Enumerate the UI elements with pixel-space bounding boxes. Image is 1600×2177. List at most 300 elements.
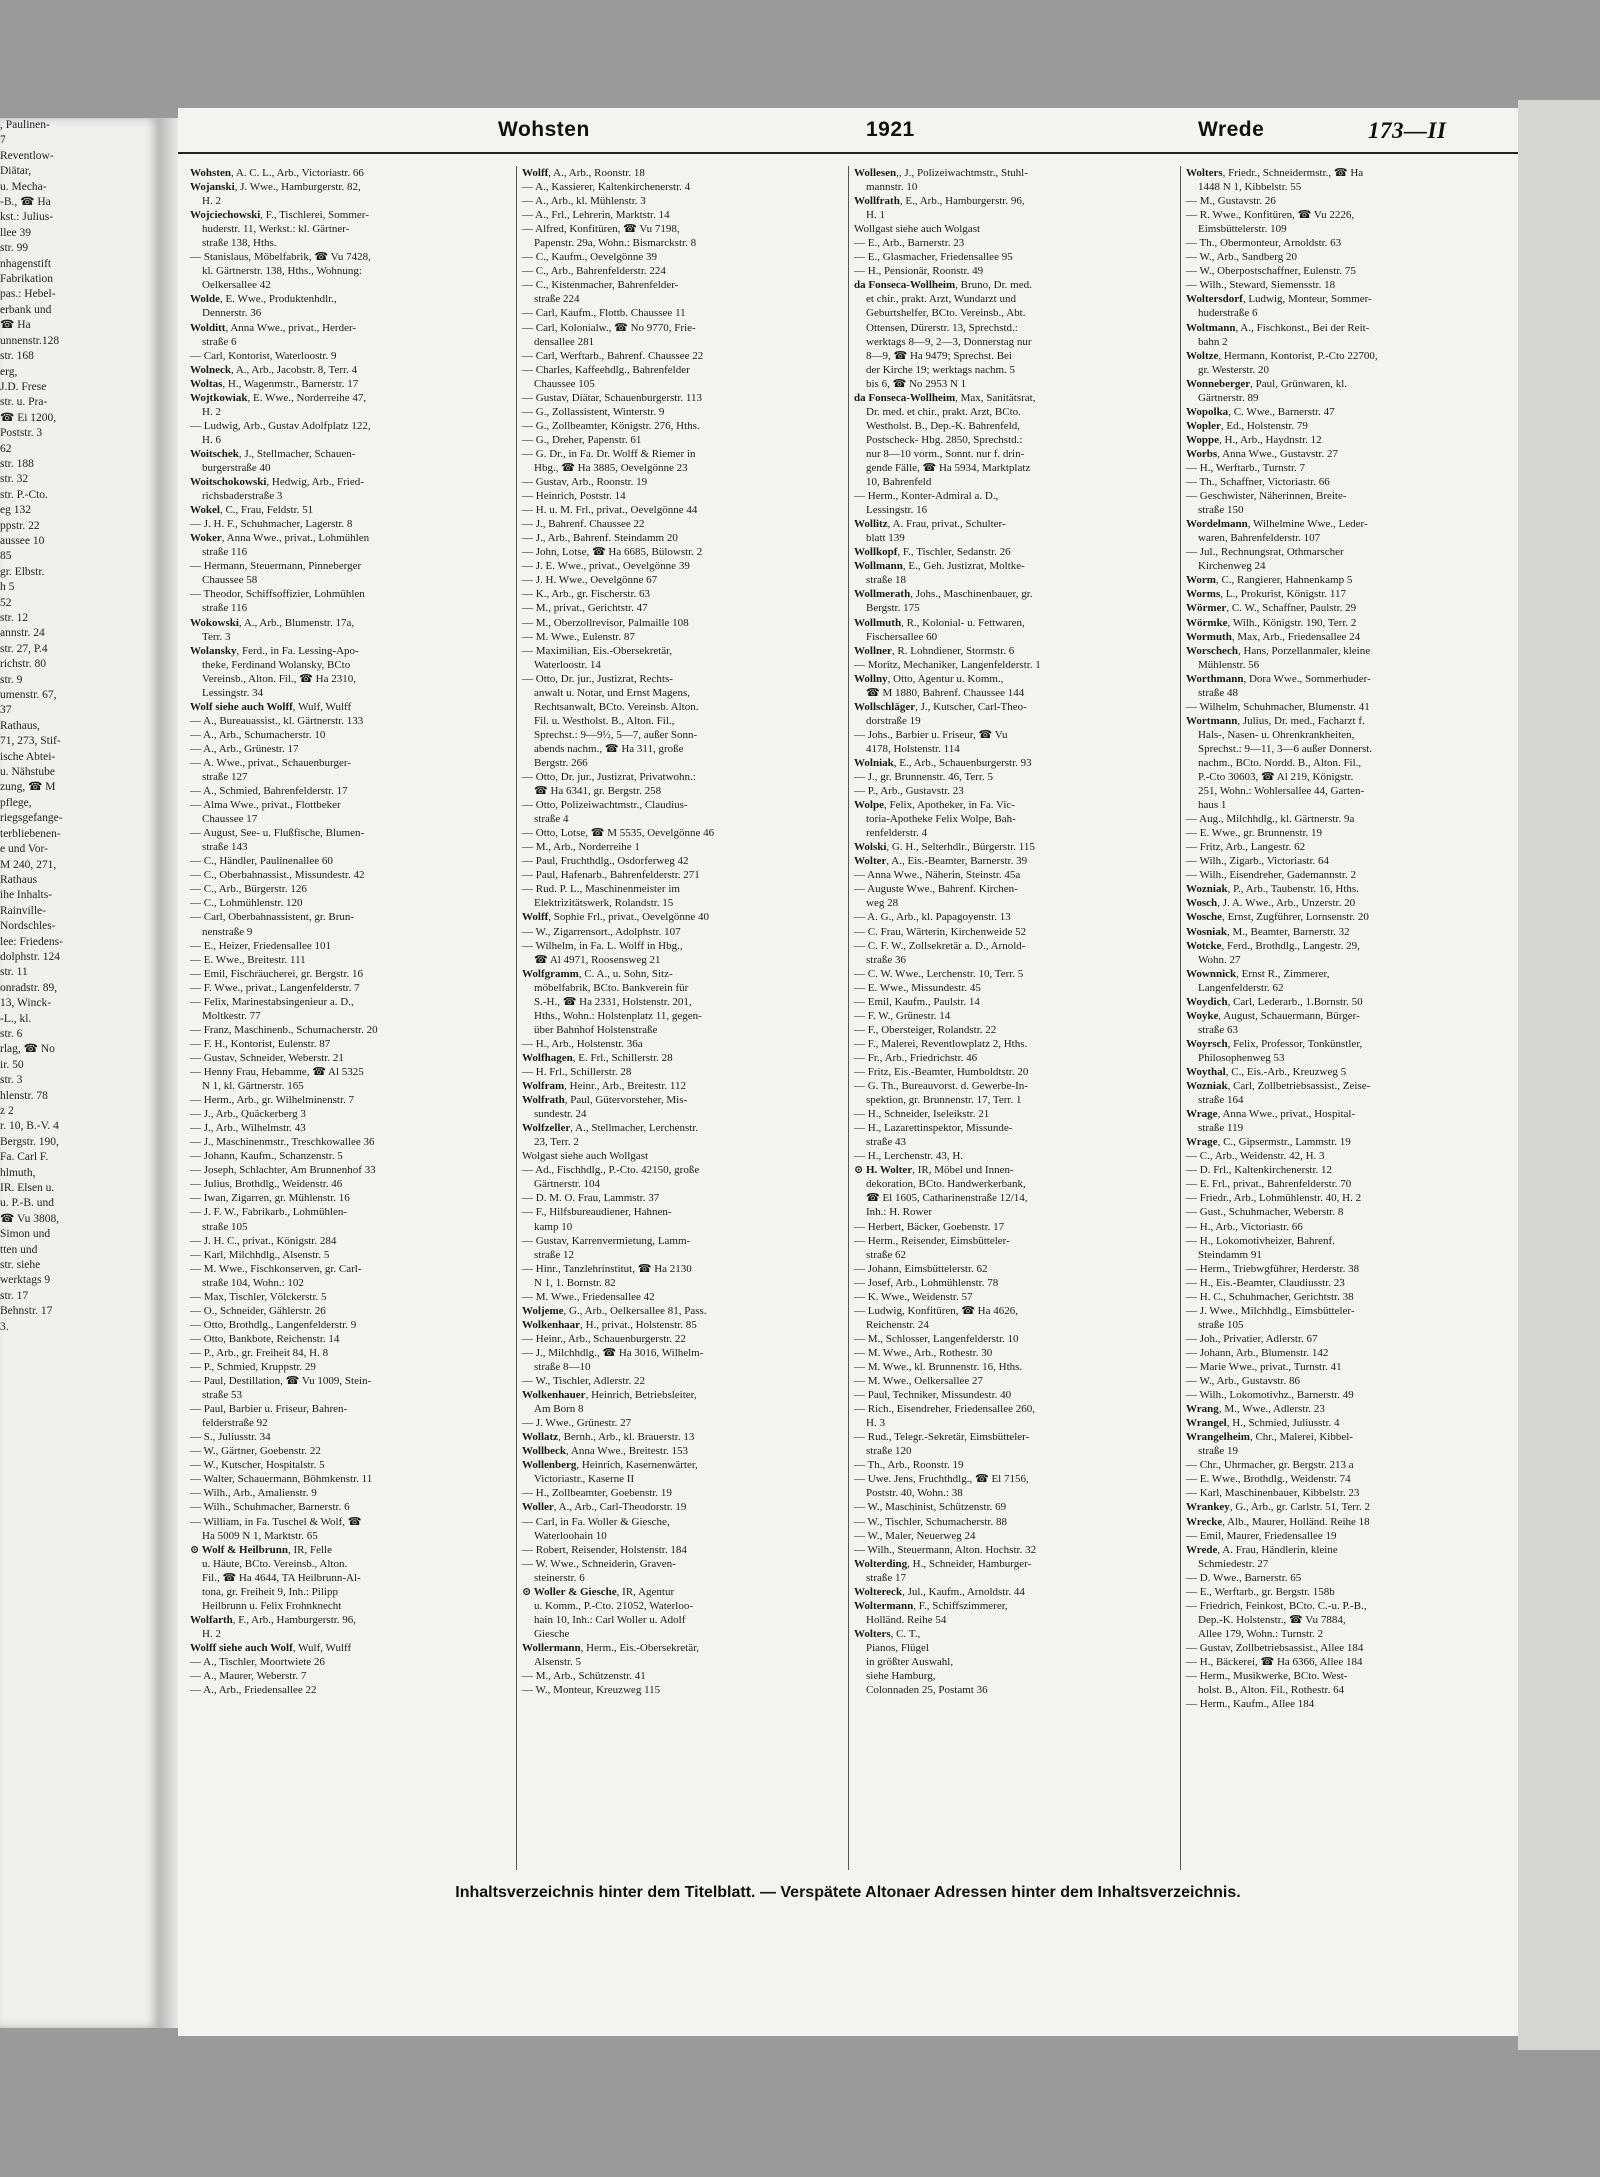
directory-entry: — Wilh., Arb., Amalienstr. 9 (190, 1487, 317, 1500)
directory-entry: — Carl, Werftarb., Bahrenf. Chaussee 22 (522, 349, 704, 362)
directory-entry: — William, in Fa. Tuschel & Wolf, ☎ (190, 1515, 362, 1528)
directory-entry: — M., privat., Gerichtstr. 47 (522, 602, 648, 615)
book-gutter (160, 118, 178, 2028)
entry-continuation: mannstr. 10 (866, 181, 918, 194)
directory-entry: — H., Arb., Holstenstr. 36a (522, 1037, 643, 1050)
directory-entry: — M., Arb., Norderreihe 1 (522, 841, 640, 854)
directory-entry: Wollkopf, F., Tischler, Sedanstr. 26 (854, 546, 1011, 559)
directory-entry: — Henny Frau, Hebamme, ☎ Al 5325 (190, 1066, 364, 1078)
entry-continuation: über Bahnhof Holstenstraße (534, 1023, 658, 1036)
directory-entry: — K., Arb., gr. Fischerstr. 63 (522, 588, 651, 601)
directory-entry: Wollmerath, Johs., Maschinenbauer, gr. (854, 588, 1033, 601)
entry-continuation: Colonnaden 25, Postamt 36 (866, 1684, 988, 1697)
directory-entry: Wörmer, C. W., Schaffner, Paulstr. 29 (1186, 602, 1357, 615)
entry-continuation: straße 143 (202, 841, 248, 854)
left-page-line: str. 17 (0, 1289, 29, 1302)
directory-entry: — A., Schmied, Bahrenfelderstr. 17 (190, 785, 348, 798)
entry-continuation: holst. B., Alton. Fil., Rothestr. 64 (1198, 1684, 1345, 1697)
directory-entry: Wollermann, Herm., Eis.-Obersekretär, (522, 1641, 700, 1654)
directory-entry: — Johann, Kaufm., Schanzenstr. 5 (190, 1150, 343, 1163)
left-page-line: Behnstr. 17 (0, 1305, 53, 1318)
entry-continuation: ☎ Ha 6341, gr. Bergstr. 258 (534, 785, 662, 798)
directory-entry: Woyke, August, Schauermann, Bürger- (1186, 1009, 1360, 1022)
directory-entry: — A., Kassierer, Kaltenkirchenerstr. 4 (522, 181, 691, 194)
directory-entry: — Fritz, Eis.-Beamter, Humboldtstr. 20 (854, 1066, 1029, 1078)
directory-entry: Woltereck, Jul., Kaufm., Arnoldstr. 44 (854, 1585, 1025, 1598)
entry-continuation: theke, Ferdinand Wolansky, BCto (202, 658, 351, 671)
directory-entry: ⊙ H. Wolter, IR, Möbel und Innen- (854, 1164, 1014, 1177)
entry-continuation: straße 116 (202, 602, 248, 615)
directory-entry: — Paul, Fruchthdlg., Osdorferweg 42 (522, 855, 689, 868)
directory-entry: — Gustav, Zollbetriebsassist., Allee 184 (1186, 1641, 1364, 1654)
entry-continuation: bis 6, ☎ No 2953 N 1 (866, 377, 967, 390)
directory-entry: — Chr., Uhrmacher, gr. Bergstr. 213 a (1186, 1459, 1354, 1472)
left-page-line: u. Nähstube (0, 766, 55, 779)
directory-entry: — Otto, Brothdlg., Langenfelderstr. 9 (190, 1318, 357, 1331)
left-page-line: str. P.-Cto. (0, 488, 48, 501)
directory-entry: — C., Arb., Bahrenfelderstr. 224 (522, 265, 666, 278)
entry-continuation: werktags 8—9, 2—3, Donnerstag nur (866, 335, 1032, 348)
directory-entry: — Emil, Fischräucherei, gr. Bergstr. 16 (190, 967, 364, 980)
directory-entry: — E. Wwe., Brothdlg., Weidenstr. 74 (1186, 1473, 1351, 1486)
directory-entry: — Alma Wwe., privat., Flottbeker (190, 799, 341, 812)
directory-entry: Wollmuth, R., Kolonial- u. Fettwaren, (854, 616, 1025, 629)
left-page-line: aussee 10 (0, 534, 45, 547)
directory-entry: — J. H. Wwe., Oevelgönne 67 (522, 574, 658, 587)
directory-entry: — Josef, Arb., Lohmühlenstr. 78 (854, 1276, 999, 1289)
entry-continuation: Hals-, Nasen- u. Ohrenkrankheiten, (1198, 728, 1355, 741)
entry-continuation: Oelkersallee 42 (202, 279, 271, 292)
entry-continuation: straße 105 (202, 1220, 248, 1233)
directory-entry: — Joh., Privatier, Adlerstr. 67 (1186, 1332, 1318, 1345)
entry-continuation: gr. Westerstr. 20 (1198, 363, 1270, 376)
directory-entry: Wortmann, Julius, Dr. med., Facharzt f. (1186, 714, 1365, 727)
directory-entry: — J. H. F., Schuhmacher, Lagerstr. 8 (190, 518, 353, 531)
directory-entry: — Hermann, Steuermann, Pinneberger (190, 560, 362, 573)
directory-entry: ⊙ Wolf & Heilbrunn, IR, Felle (190, 1543, 332, 1556)
left-page-line: annstr. 24 (0, 627, 45, 640)
entry-continuation: Am Born 8 (534, 1403, 584, 1416)
directory-entry: — C., Oberbahnassist., Missundestr. 42 (190, 869, 365, 882)
directory-entry: — H., Lazarettinspektor, Missunde- (854, 1122, 1013, 1135)
directory-entry: Woltze, Hermann, Kontorist, P.-Cto 22700, (1186, 349, 1378, 362)
entry-continuation: 8—9, ☎ Ha 9479; Sprechst. Bei (866, 349, 1012, 362)
entry-continuation: in größter Auswahl, (866, 1655, 954, 1668)
directory-entry: — August, See- u. Flußfische, Blumen- (190, 827, 365, 840)
directory-entry: — Carl, Oberbahnassistent, gr. Brun- (190, 911, 355, 924)
entry-continuation: Ha 5009 N 1, Marktstr. 65 (202, 1529, 318, 1542)
directory-entry: Wolde, E. Wwe., Produktenhdlr., (190, 293, 337, 306)
directory-entry: — Herm., Konter-Admiral a. D., (854, 490, 999, 503)
directory-entry: — F., Obersteiger, Rolandstr. 22 (854, 1023, 997, 1036)
directory-entry: Woltas, H., Wagenmstr., Barnerstr. 17 (190, 377, 359, 390)
directory-entry: — Herm., Arb., gr. Wilhelminenstr. 7 (190, 1094, 355, 1107)
left-page-line: str. 32 (0, 473, 29, 486)
entry-continuation: straße 164 (1198, 1094, 1244, 1107)
directory-entry: — Paul, Hafenarb., Bahrenfelderstr. 271 (522, 869, 700, 882)
directory-entry: — E., Glasmacher, Friedensallee 95 (854, 251, 1013, 264)
directory-entry: — Herm., Triebwgführer, Herderstr. 38 (1186, 1262, 1360, 1275)
left-page-line: z 2 (0, 1105, 14, 1117)
directory-entry: — J., Maschinenmstr., Treschkowallee 36 (190, 1136, 375, 1149)
directory-entry: — A., Bureauassist., kl. Gärtnerstr. 133 (190, 714, 364, 727)
directory-entry: — Auguste Wwe., Bahrenf. Kirchen- (854, 883, 1018, 896)
directory-entry: Wrede, A. Frau, Händlerin, kleine (1186, 1543, 1338, 1556)
left-page-line: lee: Friedens- (0, 935, 63, 948)
directory-entry: — Herm., Kaufm., Allee 184 (1186, 1698, 1315, 1711)
directory-entry: — M., Arb., Schützenstr. 41 (522, 1670, 646, 1683)
entry-continuation: Inh.: H. Rower (866, 1206, 932, 1219)
header-page-number: 173—II (1368, 118, 1447, 143)
directory-entry: — H. Frl., Schillerstr. 28 (522, 1066, 632, 1078)
entry-continuation: 1448 N 1, Kibbelstr. 55 (1198, 181, 1302, 194)
directory-entry: — W., Gärtner, Goebenstr. 22 (190, 1445, 321, 1458)
entry-continuation: Dennerstr. 36 (202, 307, 262, 320)
left-page-line: str. u. Pra- (0, 396, 48, 409)
directory-entry: — Jul., Rechnungsrat, Othmarscher (1186, 546, 1344, 559)
entry-continuation: straße 138, Hths. (202, 237, 277, 250)
directory-entry: Wollatz, Bernh., Arb., kl. Brauerstr. 13 (522, 1431, 695, 1444)
directory-entry: — Iwan, Zigarren, gr. Mühlenstr. 16 (190, 1192, 350, 1205)
entry-continuation: Bergstr. 266 (534, 756, 588, 769)
directory-entry: — C., Kistenmacher, Bahrenfelder- (522, 279, 679, 292)
directory-entry: — Th., Arb., Roonstr. 19 (854, 1459, 964, 1472)
entry-continuation: Chaussee 17 (202, 813, 258, 826)
directory-entry: — Johann, Arb., Blumenstr. 142 (1186, 1346, 1329, 1359)
entry-continuation: straße 19 (1198, 1445, 1239, 1458)
left-page-line: unnenstr.128 (0, 334, 60, 347)
directory-entry: Worbs, Anna Wwe., Gustavstr. 27 (1186, 447, 1338, 460)
entry-continuation: Westholst. B., Dep.-K. Bahrenfeld, (866, 419, 1020, 432)
entry-continuation: straße 150 (1198, 504, 1244, 517)
directory-entry: — Carl, Kolonialw., ☎ No 9770, Frie- (522, 321, 696, 334)
directory-entry: — J. Wwe., Milchhdlg., Eimsbütteler- (1186, 1304, 1355, 1317)
directory-entry: — Th., Schaffner, Victoriastr. 66 (1186, 476, 1330, 489)
left-page-line: Reventlow- (0, 149, 54, 162)
directory-entry: — G., Dreher, Papenstr. 61 (522, 433, 642, 446)
left-page-line: rlag, ☎ No (0, 1043, 55, 1056)
entry-continuation: straße 43 (866, 1136, 907, 1149)
entry-continuation: huderstraße 6 (1198, 307, 1258, 320)
directory-entry: Wrangel, H., Schmied, Juliusstr. 4 (1186, 1417, 1340, 1430)
left-page-line: erg, (0, 365, 18, 378)
directory-entry: — John, Lotse, ☎ Ha 6685, Bülowstr. 2 (522, 546, 703, 559)
entry-continuation: straße 63 (1198, 1023, 1239, 1036)
directory-entry: Wolgast siehe auch Wollgast (522, 1150, 649, 1163)
left-page-line: nhagenstift (0, 257, 52, 270)
directory-entry: — Charles, Kaffeehdlg., Bahrenfelder (522, 363, 690, 376)
entry-continuation: straße 8—10 (534, 1360, 591, 1373)
directory-entry: Wrage, Anna Wwe., privat., Hospital- (1186, 1108, 1356, 1121)
entry-continuation: N 1, 1. Bornstr. 82 (534, 1276, 616, 1289)
directory-entry: — W., Maler, Neuerweg 24 (854, 1529, 976, 1542)
directory-entry: — Aug., Milchhdlg., kl. Gärtnerstr. 9a (1186, 813, 1355, 826)
left-page-line: str. siehe (0, 1259, 41, 1272)
directory-entry: — Robert, Reisender, Holstenstr. 184 (522, 1543, 687, 1556)
entry-continuation: blatt 139 (866, 532, 905, 545)
entry-continuation: N 1, kl. Gärtnerstr. 165 (202, 1080, 304, 1093)
directory-entry: — Heinr., Arb., Schauenburgerstr. 22 (522, 1332, 686, 1345)
entry-continuation: Waterloostr. 14 (534, 658, 601, 671)
entry-continuation: nachm., BCto. Nordd. B., Alton. Fil., (1198, 756, 1362, 769)
directory-entry: Wordelmann, Wilhelmine Wwe., Leder- (1186, 518, 1368, 531)
directory-entry: Wolter, A., Eis.-Beamter, Barnerstr. 39 (854, 855, 1028, 868)
entry-continuation: Waterloohain 10 (534, 1529, 607, 1542)
left-page-line: Rathaus, (0, 719, 40, 732)
directory-entry: Woitschokowski, Hedwig, Arb., Fried- (190, 476, 364, 489)
directory-entry: — Geschwister, Näherinnen, Breite- (1186, 490, 1347, 503)
directory-entry: — P., Arb., Gustavstr. 23 (854, 785, 964, 798)
directory-entry: — K. Wwe., Weidenstr. 57 (854, 1290, 973, 1303)
entry-continuation: Dr. med. et chir., prakt. Arzt, BCto. (866, 405, 1021, 418)
directory-entry: — H., Pensionär, Roonstr. 49 (854, 265, 984, 278)
directory-entry: Woppe, H., Arb., Haydnstr. 12 (1186, 433, 1322, 446)
entry-continuation: straße 17 (866, 1571, 907, 1584)
directory-entry: — Alfred, Konfitüren, ☎ Vu 7198, (522, 223, 680, 236)
entry-continuation: kl. Gärtnerstr. 138, Hths., Wohnung: (202, 265, 362, 278)
entry-continuation: H. 6 (202, 433, 221, 446)
left-page-line: 37 (0, 704, 12, 717)
left-page-line: ppstr. 22 (0, 519, 40, 532)
entry-continuation: Mühlenstr. 56 (1198, 658, 1260, 671)
left-page-line: ische Abtei- (0, 750, 56, 763)
entry-continuation: bahn 2 (1198, 335, 1228, 348)
directory-entry: Wownnick, Ernst R., Zimmerer, (1186, 967, 1330, 980)
entry-continuation: Holländ. Reihe 54 (866, 1613, 947, 1626)
entry-continuation: Ottensen, Dürerstr. 13, Sprechstd.: (866, 321, 1018, 334)
directory-entry: — E. Wwe., Breitestr. 111 (190, 953, 306, 966)
left-page-line: erbank und (0, 303, 52, 316)
directory-entry: — W., Monteur, Kreuzweg 115 (522, 1684, 661, 1697)
directory-entry: Wojanski, J. Wwe., Hamburgerstr. 82, (190, 181, 361, 194)
entry-continuation: Kirchenweg 24 (1198, 560, 1266, 573)
directory-entry: Wrankey, G., Arb., gr. Carlstr. 51, Terr. 2 (1186, 1501, 1370, 1514)
directory-entry: Wolf siehe auch Wolff, Wulf, Wulff (190, 700, 352, 713)
entry-continuation: ☎ El 1605, Catharinenstraße 12/14, (866, 1192, 1028, 1205)
entry-continuation: felderstraße 92 (202, 1417, 268, 1430)
left-page-line: dolphstr. 124 (0, 950, 61, 963)
left-page-line: M 240, 271, (0, 858, 57, 871)
directory-entry: — J., Arb., Wilhelmstr. 43 (190, 1122, 306, 1135)
directory-entry: — W., Tischler, Schumacherstr. 88 (854, 1515, 1007, 1528)
directory-entry: — A., Arb., kl. Mühlenstr. 3 (522, 195, 646, 208)
entry-continuation: Alsenstr. 5 (534, 1655, 582, 1668)
left-page-line: onradstr. 89, (0, 981, 58, 994)
entry-continuation: sundestr. 24 (534, 1108, 587, 1121)
entry-continuation: steinerstr. 6 (534, 1571, 585, 1584)
left-page-line: str. 188 (0, 457, 34, 470)
directory-entry: — J., Arb., Bahrenf. Steindamm 20 (522, 532, 678, 545)
directory-entry: Wörmke, Wilh., Königstr. 190, Terr. 2 (1186, 616, 1357, 629)
left-page-line: kst.: Julius- (0, 211, 54, 224)
left-page-line: str. 9 (0, 673, 23, 686)
entry-continuation: Poststr. 40, Wohn.: 38 (866, 1487, 963, 1500)
directory-column-4 (1184, 166, 1506, 1886)
left-page-line: 52 (0, 596, 12, 609)
entry-continuation: straße 62 (866, 1248, 907, 1261)
entry-continuation: Rechtsanwalt, BCto. Vereinsb. Alton. (534, 700, 699, 713)
directory-entry: — Carl, Kontorist, Waterloostr. 9 (190, 349, 337, 362)
directory-entry: Wohsten, A. C. L., Arb., Victoriastr. 66 (190, 167, 364, 179)
directory-entry: — D. M. O. Frau, Lammstr. 37 (522, 1192, 660, 1205)
entry-continuation: kamp 10 (534, 1220, 573, 1233)
entry-continuation: Moltkestr. 77 (202, 1009, 261, 1022)
directory-entry: — C., Lohmühlenstr. 120 (190, 897, 303, 910)
directory-entry: — Gustav, Arb., Roonstr. 19 (522, 476, 648, 489)
entry-continuation: Langenfelderstr. 62 (1198, 981, 1284, 994)
entry-continuation: Postscheck- Hbg. 2850, Sprechstd.: (866, 433, 1023, 446)
directory-entry: — Karl, Maschinenbauer, Kibbelstr. 23 (1186, 1487, 1360, 1500)
left-page-line: 13, Winck- (0, 997, 52, 1010)
left-page-line: str. 12 (0, 612, 29, 624)
entry-continuation: 23, Terr. 2 (534, 1136, 579, 1149)
directory-entry: — A., Maurer, Weberstr. 7 (190, 1670, 307, 1683)
directory-entry: — C. W. Wwe., Lerchenstr. 10, Terr. 5 (854, 967, 1024, 980)
directory-entry: Wollschläger, J., Kutscher, Carl-Theo- (854, 700, 1027, 713)
entry-continuation: Elektrizitätswerk, Rolandstr. 15 (534, 897, 674, 910)
left-page-line: -L., kl. (0, 1012, 32, 1025)
directory-entry: — W. Wwe., Schneiderin, Graven- (522, 1557, 676, 1570)
directory-entry: Worthmann, Dora Wwe., Sommerhuder- (1186, 672, 1371, 685)
directory-entry: — Paul, Techniker, Missundestr. 40 (854, 1389, 1012, 1402)
directory-entry: — Fr., Arb., Friedrichstr. 46 (854, 1051, 978, 1064)
directory-entry: Wollbeck, Anna Wwe., Breitestr. 153 (522, 1445, 689, 1458)
left-page-line: Bergstr. 190, (0, 1135, 59, 1148)
directory-entry: da Fonseca-Wollheim, Max, Sanitätsrat, (854, 391, 1036, 404)
page-footer-note: Inhaltsverzeichnis hinter dem Titelblatt. — Verspätete Altonaer Adressen hinter dem Inhaltsverzeichnis. (455, 1884, 1241, 1901)
directory-entry: — Carl, Kaufm., Flottb. Chaussee 11 (522, 307, 686, 320)
directory-entry: Wolfzeller, A., Stellmacher, Lerchenstr. (522, 1122, 699, 1135)
left-page-line: pflege, (0, 796, 32, 809)
header-last-entry: Wrede (1198, 118, 1265, 141)
left-page-line: str. 168 (0, 350, 34, 363)
directory-entry: — W., Arb., Sandberg 20 (1186, 251, 1298, 264)
directory-entry: — P., Schmied, Kruppstr. 29 (190, 1360, 316, 1373)
left-page-line: ir. 50 (0, 1058, 24, 1071)
entry-continuation: ☎ M 1880, Bahrenf. Chaussee 144 (866, 686, 1025, 699)
directory-entry: — Herm., Reisender, Eimsbütteler- (854, 1234, 1010, 1247)
directory-entry: — Wilh., Steuermann, Alton. Hochstr. 32 (854, 1543, 1037, 1556)
directory-entry: — S., Juliusstr. 34 (190, 1431, 271, 1444)
directory-entry: — G., Zollbeamter, Königstr. 276, Hths. (522, 419, 700, 432)
entry-continuation: burgerstraße 40 (202, 461, 271, 474)
directory-entry: — Heinrich, Poststr. 14 (522, 490, 626, 503)
entry-continuation: renfelderstr. 4 (866, 827, 928, 840)
entry-continuation: Schmiedestr. 27 (1198, 1557, 1269, 1570)
directory-entry: — E., Arb., Barnerstr. 23 (854, 237, 965, 250)
directory-entry: — C., Kaufm., Oevelgönne 39 (522, 251, 658, 264)
left-page-line: 7 (0, 134, 6, 147)
left-page-line: u. P.-B. und (0, 1197, 54, 1210)
directory-entry: — Moritz, Mechaniker, Langenfelderstr. 1 (854, 658, 1041, 671)
left-page-line: ☎ Vu 3808, (0, 1212, 60, 1225)
left-page-line: zung, ☎ M (0, 781, 56, 794)
directory-entry: — Wilhelm, Schuhmacher, Blumenstr. 41 (1186, 700, 1370, 713)
directory-entry: Wokel, C., Frau, Feldstr. 51 (190, 504, 314, 517)
directory-entry: — Walter, Schauermann, Böhmkenstr. 11 (190, 1473, 373, 1486)
entry-continuation: Philosophenweg 53 (1198, 1051, 1285, 1064)
directory-entry: — D. Wwe., Barnerstr. 65 (1186, 1571, 1302, 1584)
entry-continuation: nur 8—10 vorm., Sonnt. nur f. drin- (866, 447, 1025, 460)
left-page-line: ☎ Ha (0, 319, 31, 332)
directory-entry: Wrage, C., Gipsermstr., Lammstr. 19 (1186, 1136, 1351, 1149)
directory-entry: — Friedr., Arb., Lohmühlenstr. 40, H. 2 (1186, 1192, 1362, 1205)
entry-continuation: H. 3 (866, 1417, 885, 1430)
entry-continuation: S.-H., ☎ Ha 2331, Holstenstr. 201, (534, 995, 692, 1008)
directory-entry: — G. Dr., in Fa. Dr. Wolff & Riemer in (522, 447, 696, 460)
directory-entry: Wolansky, Ferd., in Fa. Lessing-Apo- (190, 644, 359, 657)
left-page-line: llee 39 (0, 226, 31, 239)
entry-continuation: H. 2 (202, 405, 221, 418)
directory-entry: — Johs., Barbier u. Friseur, ☎ Vu (854, 728, 1008, 741)
directory-entry: — Rud. P. L., Maschinenmeister im (522, 883, 680, 896)
directory-entry: — Hinr., Tanzlehrinstitut, ☎ Ha 2130 (522, 1262, 692, 1275)
directory-entry: — Wilhelm, in Fa. L. Wolff in Hbg., (522, 939, 683, 952)
directory-entry: — O., Schneider, Gählerstr. 26 (190, 1304, 326, 1317)
left-page-line: IR. Elsen u. (0, 1182, 55, 1195)
entry-continuation: u. Häute, BCto. Vereinsb., Alton. (202, 1557, 348, 1570)
entry-continuation: ☎ Al 4971, Roosensweg 21 (534, 953, 661, 966)
entry-continuation: Fil. u. Westholst. B., Alton. Fil., (534, 714, 675, 727)
left-page-line: 85 (0, 550, 12, 563)
left-page-line: pas.: Hebel- (0, 288, 56, 301)
directory-entry: — Wilh., Eisendreher, Gademannstr. 2 (1186, 869, 1356, 882)
entry-continuation: Fil., ☎ Ha 4644, TA Heilbrunn-Al- (202, 1571, 361, 1584)
entry-continuation: nenstraße 9 (202, 925, 253, 938)
left-page-line: e und Vor- (0, 843, 48, 856)
entry-continuation: toria-Apotheke Felix Wolpe, Bah- (866, 813, 1016, 826)
directory-entry: — Rud., Telegr.-Sekretär, Eimsbütteler- (854, 1431, 1030, 1444)
entry-continuation: Giesche (534, 1627, 570, 1640)
directory-entry: Wolkenhaar, H., privat., Holstenstr. 85 (522, 1318, 697, 1331)
directory-entry: Woljeme, G., Arb., Oelkersallee 81, Pass. (522, 1304, 707, 1317)
entry-continuation: 4178, Holstenstr. 114 (866, 742, 960, 755)
directory-entry: — C., Arb., Bürgerstr. 126 (190, 883, 307, 896)
entry-continuation: Allee 179, Wohn.: Turnstr. 2 (1198, 1627, 1324, 1640)
directory-entry: Wojciechowski, F., Tischlerei, Sommer- (190, 209, 369, 222)
directory-entry: — E. Wwe., Missundestr. 45 (854, 981, 981, 994)
directory-entry: Woitschek, J., Stellmacher, Schauen- (190, 447, 356, 460)
directory-entry: — J., Bahrenf. Chaussee 22 (522, 518, 645, 531)
directory-entry: — Felix, Marinestabsingenieur a. D., (190, 995, 354, 1008)
directory-entry: Woltersdorf, Ludwig, Monteur, Sommer- (1186, 293, 1372, 306)
directory-entry: — C., Händler, Paulinenallee 60 (190, 855, 333, 868)
directory-entry: Wollmann, E., Geh. Justizrat, Moltke- (854, 560, 1025, 573)
left-page-line: str. 11 (0, 966, 28, 979)
left-page-line: Nordschles- (0, 920, 56, 933)
directory-entry: — Karl, Milchhdlg., Alsenstr. 5 (190, 1248, 330, 1261)
entry-continuation: straße 127 (202, 771, 248, 784)
directory-entry: Wopler, Ed., Holstenstr. 79 (1186, 419, 1308, 432)
entry-continuation: Wohn. 27 (1198, 953, 1241, 966)
entry-continuation: weg 28 (866, 897, 899, 910)
entry-continuation: Heilbrunn u. Felix Frohnknecht (202, 1599, 342, 1612)
left-page-line: gr. Elbstr. (0, 565, 45, 578)
directory-entry: — Joseph, Schlachter, Am Brunnenhof 33 (190, 1164, 376, 1177)
directory-entry: Wolfarth, F., Arb., Hamburgerstr. 96, (190, 1613, 357, 1626)
directory-entry: Wozniak, Carl, Zollbetriebsassist., Zeise- (1186, 1080, 1371, 1093)
directory-entry: — H., Werftarb., Turnstr. 7 (1186, 461, 1305, 474)
directory-entry: — J. Wwe., Grünestr. 27 (522, 1417, 632, 1430)
directory-entry: — J., Arb., Quäckerberg 3 (190, 1108, 306, 1121)
left-page-line: eg 132 (0, 504, 31, 517)
entry-continuation: Eimsbüttelerstr. 109 (1198, 223, 1287, 236)
left-page-line: Rainville- (0, 904, 46, 917)
directory-entry: Wolski, G. H., Selterhdlr., Bürgerstr. 115 (854, 841, 1035, 854)
directory-column-3 (852, 166, 1174, 1886)
left-page-line: umenstr. 67, (0, 689, 57, 702)
directory-entry: — A., Arb., Friedensallee 22 (190, 1684, 317, 1697)
